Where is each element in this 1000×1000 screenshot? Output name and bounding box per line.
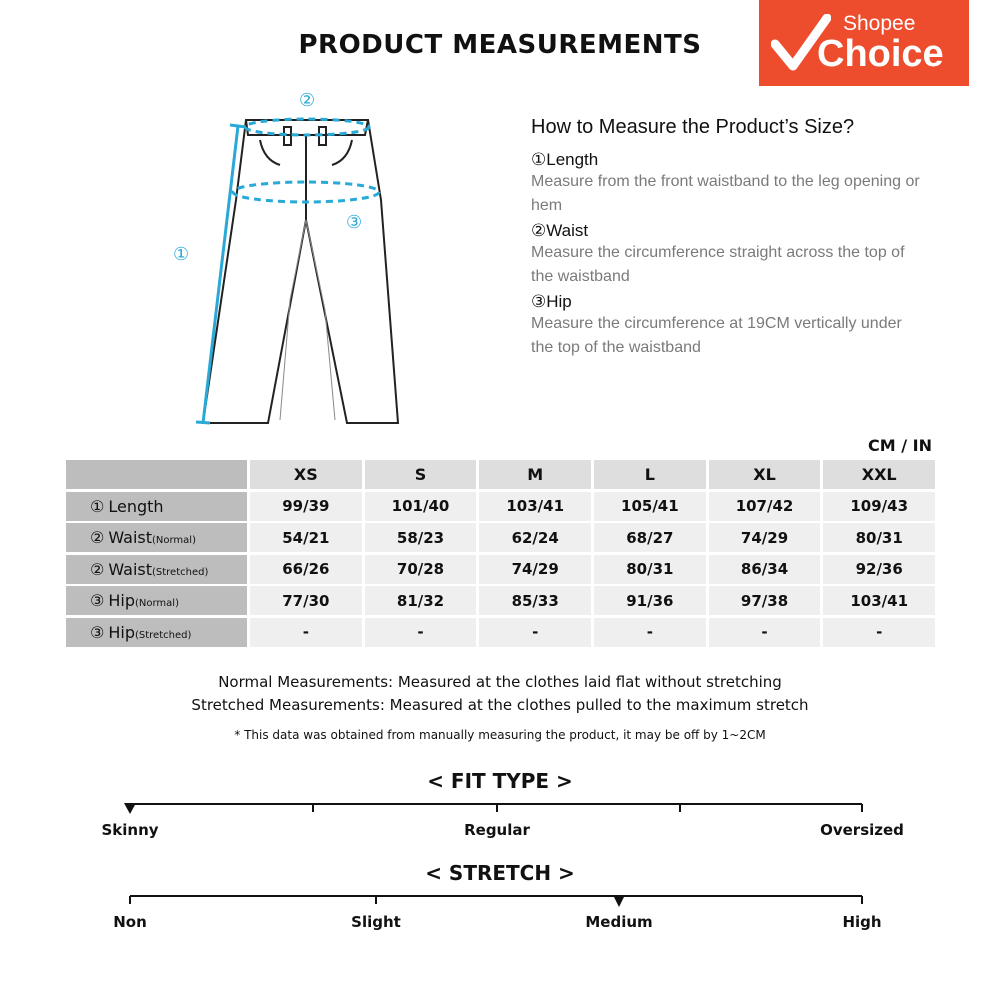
how-to-heading: How to Measure the Product’s Size? <box>531 116 855 138</box>
table-cell: 62/24 <box>479 523 591 552</box>
stretched-note: Stretched Measurements: Measured at the clothes pulled to the maximum stretch <box>191 696 809 714</box>
stretch-title: < STRETCH > <box>425 861 575 885</box>
row-label <box>66 586 247 615</box>
row-name: Hip <box>108 622 135 642</box>
shopee-choice-logo <box>759 0 969 86</box>
fit-type-scale <box>0 798 1000 818</box>
row-sub: (Stretched) <box>134 629 192 641</box>
hip-label: ③Hip <box>531 292 572 311</box>
table-cell: - <box>823 618 935 647</box>
row-name: Length <box>108 496 164 516</box>
table-cell: - <box>250 618 362 647</box>
table-cell: 97/38 <box>709 586 821 615</box>
length-line <box>203 126 238 423</box>
header-size: M <box>479 460 591 489</box>
row-name: Waist <box>108 559 152 579</box>
table-cell: 91/36 <box>594 586 706 615</box>
table-cell: 99/39 <box>250 492 362 521</box>
table-row <box>66 523 935 552</box>
table-cell: - <box>479 618 591 647</box>
logo-choice-text: Choice <box>817 33 944 75</box>
stretch-pointer-icon <box>613 895 625 907</box>
table-cell: 103/41 <box>823 586 935 615</box>
waist-description: Measure the circumference straight across the top of the waistband <box>531 244 905 285</box>
row-number: ① <box>90 496 105 516</box>
fit-oversized-label: Oversized <box>820 821 904 839</box>
size-table <box>66 460 935 649</box>
table-cell: 92/36 <box>823 555 935 584</box>
pants-diagram <box>160 80 420 435</box>
table-cell: - <box>709 618 821 647</box>
how-to-measure <box>531 116 921 362</box>
table-cell: 80/31 <box>594 555 706 584</box>
table-cell: - <box>594 618 706 647</box>
normal-note: Normal Measurements: Measured at the clothes laid flat without stretching <box>218 673 782 691</box>
fit-skinny-label: Skinny <box>101 821 159 839</box>
waist-line <box>245 119 369 135</box>
table-row <box>66 586 935 615</box>
table-cell: 54/21 <box>250 523 362 552</box>
fit-type-title: < FIT TYPE > <box>427 769 573 793</box>
stretch-high-label: High <box>842 913 882 931</box>
header-size: S <box>365 460 477 489</box>
table-header-row <box>66 460 935 489</box>
table-cell: 77/30 <box>250 586 362 615</box>
hip-description: Measure the circumference at 19CM vertically under the top of the waistband <box>531 315 902 356</box>
stretch-scale <box>0 890 1000 914</box>
logo-shopee-text: Shopee <box>843 12 916 35</box>
table-row <box>66 555 935 584</box>
header-size: L <box>594 460 706 489</box>
stretch-medium-label: Medium <box>585 913 653 931</box>
table-cell: 68/27 <box>594 523 706 552</box>
row-number: ② <box>90 559 105 579</box>
table-cell: 58/23 <box>365 523 477 552</box>
table-cell: 74/29 <box>709 523 821 552</box>
table-cell: 85/33 <box>479 586 591 615</box>
table-cell: 80/31 <box>823 523 935 552</box>
fit-type-pointer-icon <box>124 803 136 814</box>
header-size: XS <box>250 460 362 489</box>
table-cell: 109/43 <box>823 492 935 521</box>
header-corner <box>66 460 247 489</box>
length-description: Measure from the front waistband to the leg opening or hem <box>531 173 920 214</box>
table-row <box>66 492 935 521</box>
row-label <box>66 523 247 552</box>
stretch-slight-label: Slight <box>351 913 401 931</box>
fit-regular-label: Regular <box>464 821 530 839</box>
disclaimer-note: * This data was obtained from manually measuring the product, it may be off by 1~2CM <box>234 728 766 742</box>
table-cell: 103/41 <box>479 492 591 521</box>
table-cell: - <box>365 618 477 647</box>
table-cell: 86/34 <box>709 555 821 584</box>
row-number: ② <box>90 528 105 547</box>
row-name: Waist <box>108 528 152 547</box>
table-cell: 66/26 <box>250 555 362 584</box>
row-number: ③ <box>90 591 105 610</box>
stretch-non-label: Non <box>113 913 147 931</box>
row-label <box>66 618 247 647</box>
row-sub: (Normal) <box>152 535 196 546</box>
unit-label: CM / IN <box>868 436 932 455</box>
row-sub: (Normal) <box>134 598 179 609</box>
header-size: XL <box>709 460 821 489</box>
length-label: ①Length <box>531 150 599 169</box>
page-title: PRODUCT MEASUREMENTS <box>298 30 702 60</box>
table-row <box>66 618 935 647</box>
table-cell: 70/28 <box>365 555 477 584</box>
table-cell: 105/41 <box>594 492 706 521</box>
length-marker: ① <box>173 244 190 265</box>
row-label <box>66 492 247 521</box>
row-number: ③ <box>90 622 105 642</box>
header-size: XXL <box>823 460 935 489</box>
table-cell: 74/29 <box>479 555 591 584</box>
waist-label: ②Waist <box>531 221 589 240</box>
row-label <box>66 555 247 584</box>
table-cell: 101/40 <box>365 492 477 521</box>
table-cell: 107/42 <box>709 492 821 521</box>
table-cell: 81/32 <box>365 586 477 615</box>
hip-marker: ③ <box>346 212 363 233</box>
waist-marker: ② <box>299 90 316 111</box>
row-name: Hip <box>108 591 135 610</box>
row-sub: (Stretched) <box>152 566 209 578</box>
